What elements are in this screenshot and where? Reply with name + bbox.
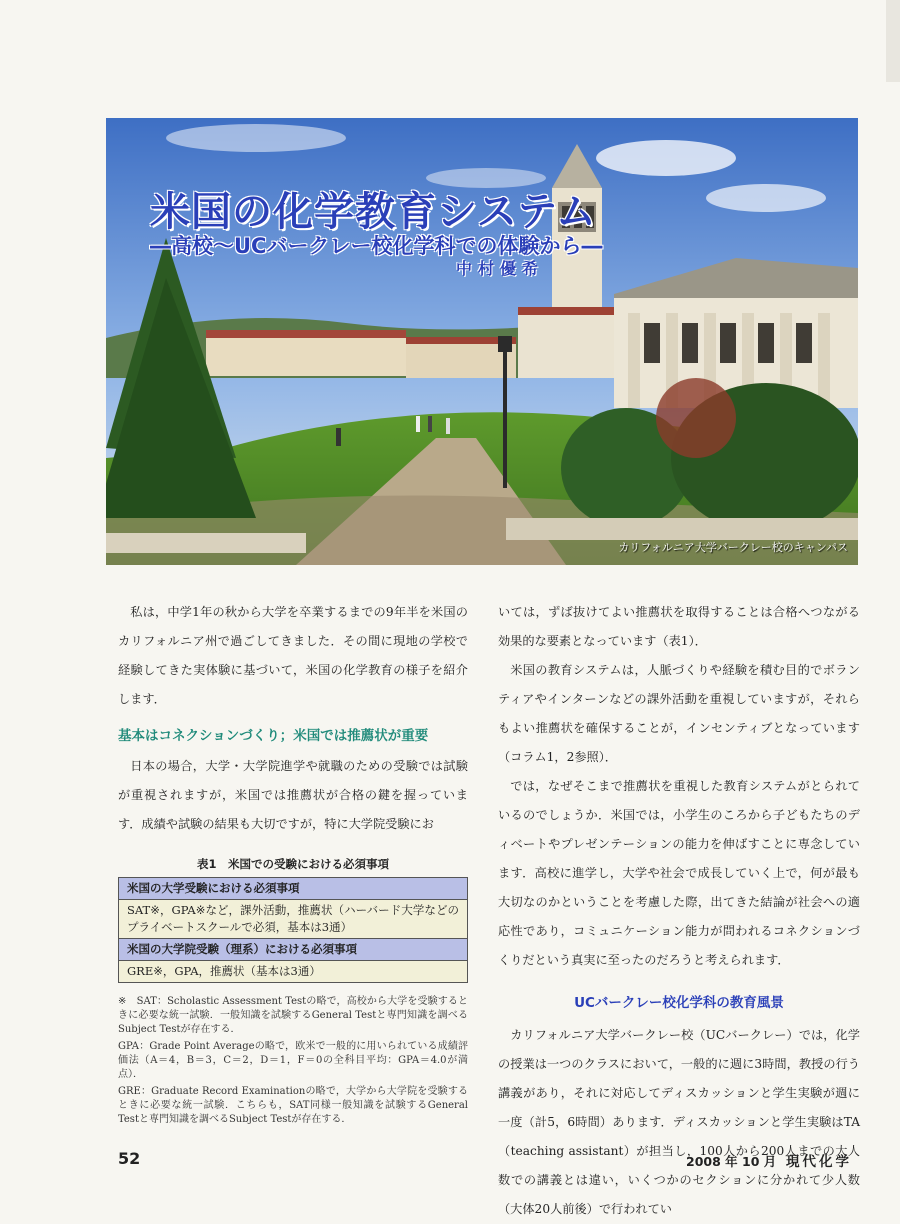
photo-caption: カリフォルニア大学バークレー校のキャンパス [618,541,848,554]
section1-paragraph: 日本の場合，大学・大学院進学や就職のための受験では試験が重視されますが，米国では推薦状が合格の鍵を握っています．成績や試験の結果も大切ですが，特に大学院受験にお [118,759,468,831]
section-heading-uc-berkeley: UCバークレー校化学科の教育風景 [574,995,784,1011]
continuation-paragraph: いては，ずば抜けてよい推薦状を取得することは合格へつながる効果的な要素となっています（表1）． [498,605,860,648]
section-heading-connection: 基本はコネクションづくり；米国では推薦状が重要 [118,728,429,744]
requirements-table [118,877,468,983]
table-title: 表1 米国での受験における必須事項 [197,857,389,871]
note-gre: GRE：Graduate Record Examinationの略で，大学から大学院を受験するときに必要な統一試験．こちらも，SAT同様一般知識を試験するGeneral Testと専門知識を調べるSubject Testが存在する． [118,1086,468,1125]
table-row-header: 米国の大学受験における必須事項 [119,878,468,900]
paragraph-uc-berkeley: カリフォルニア大学バークレー校（UCバークレー）では，化学の授業は一つのクラスにおいて，一般的に週に3時間，教授の行う講義があり，それに対応してディスカッションと学生実験が週に一度（計5，6時間）あります．ディスカッションと学生実験はTA（teaching assistant）が担当し，100人から200人までの大人数での講義とは違い，いくつかのセクションに分かれて少人数（大体20人前後）で行われてい [498,1028,860,1216]
table-row-body: SAT※，GPA※など，課外活動，推薦状（ハーバード大学などのプライベートスクールで必須，基本は3通） [119,900,468,939]
paragraph-extracurricular: 米国の教育システムは，人脈づくりや経験を積む目的でボランティアやインターンなどの課外活動を重視していますが，それらもよい推薦状を確保することが，インセンティブとなっています（コラム1，2参照）． [498,663,860,764]
paragraph-why-recommendation: では，なぜそこまで推薦状を重視した教育システムがとられているのでしょうか．米国では，小学生のころから子どもたちのディベートやプレゼンテーションの能力を伸ばすことに専念しています．高校に進学し，大学や社会で成長していく上で，何が最も大切なのかということを考慮した際，出てきた結論が社会への適応性であり，コミュニケーション能力が問われるコネクションづくりだという真実に至ったのだろうと考えられます． [498,779,860,967]
author-name: 中村優希 [456,259,545,278]
page-edge-tab [886,0,900,82]
hero-photo [106,118,858,565]
article-subtitle: ―高校～UCバークレー校化学科での体験から― [150,234,603,258]
issue-date: 2008 年 10 月 [686,1154,777,1169]
table-notes [118,995,468,1127]
article-title: 米国の化学教育システム [150,189,597,235]
right-column [498,598,860,1224]
table-row-body: GRE※，GPA，推薦状（基本は3通） [119,961,468,983]
left-column [118,598,468,1130]
requirements-table-block [118,855,468,1127]
intro-paragraph: 私は，中学1年の秋から大学を卒業するまでの9年半を米国のカリフォルニア州で過ごしてきました．その間に現地の学校で経験してきた実体験に基づいて，米国の化学教育の様子を紹介します． [118,605,468,706]
note-gpa: GPA：Grade Point Averageの略で，欧米で一般的に用いられている成績評価法（A＝4，B＝3，C＝2，D＝1，F＝0の全科目平均：GPA＝4.0が満点）． [118,1041,468,1080]
journal-name: 現代化学 [786,1154,852,1170]
page-number: 52 [118,1149,141,1168]
table-row-header: 米国の大学院受験（理系）における必須事項 [119,939,468,961]
note-sat: ※ SAT：Scholastic Assessment Testの略で，高校から大学を受験するときに必要な統一試験．一般知識を試験するGeneral Testと専門知識を調べるSubject Testが存在する． [118,996,468,1035]
